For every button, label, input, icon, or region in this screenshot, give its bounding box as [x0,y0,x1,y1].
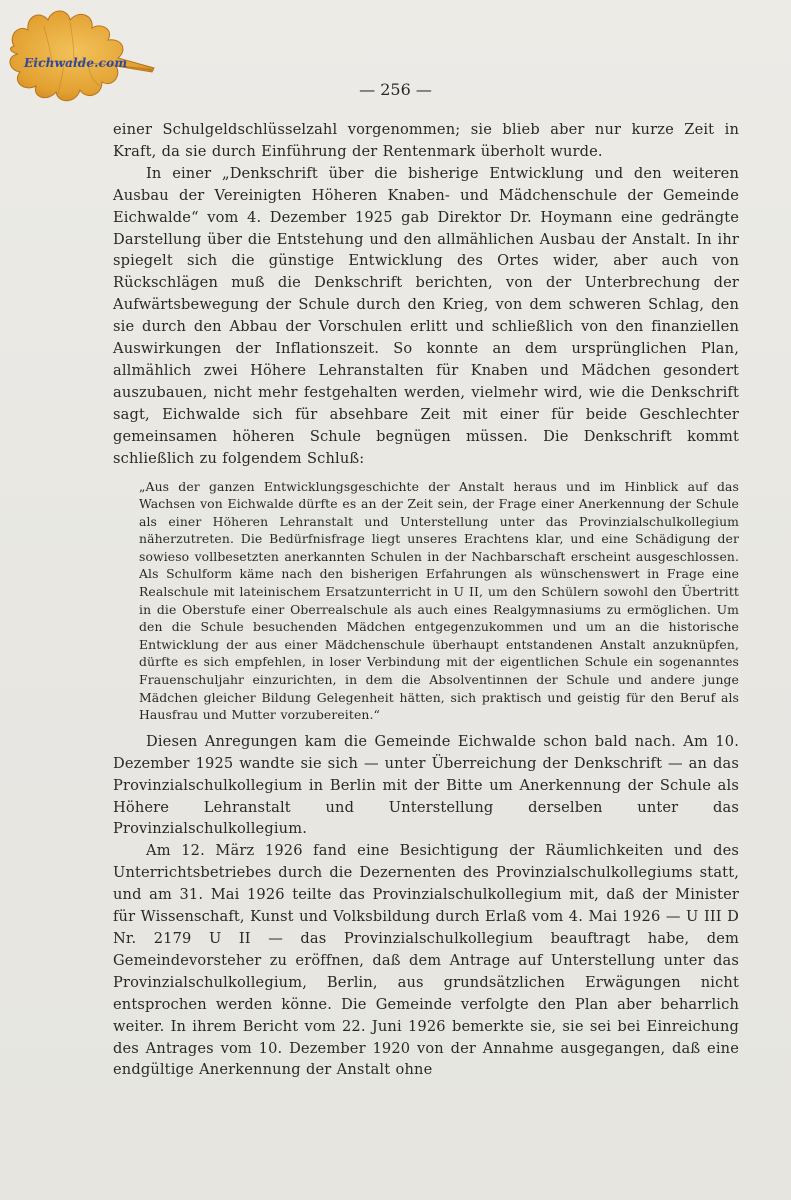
paragraph: In einer „Denkschrift über die bisherige Entwicklung und den weiteren Ausbau der Vereinigten Höheren Knaben- und Mädchenschule der Gemeinde Eichwalde“ vom 4. Dezember 1925 gab Direktor Dr. Hoymann eine gedrängte Darstellung über die Entstehung und den allmählichen Ausbau der Anstalt. In ihr spiegelt sich die günstige Entwicklung des Ortes wider, aber auch von Rückschlägen muß die Denkschrift berichten, von der Unterbrechung der Aufwärtsbewegung der Schule durch den Krieg, von dem schweren Schlag, den sie durch den Abbau der Vorschulen erlitt und schließlich von den finanziellen Auswirkungen der Inflationszeit. So konnte an dem ursprünglichen Plan, allmählich zwei Höhere Lehranstalten für Knaben und Mädchen gesondert auszubauen, nicht mehr festgehalten werden, vielmehr wird, wie die Denkschrift sagt, Eichwalde sich für absehbare Zeit mit einer für beide Geschlechter gemeinsamen höheren Schule begnügen müssen. Die Denkschrift kommt schließlich zu folgendem Schluß: [113,164,739,467]
paragraph: einer Schulgeldschlüsselzahl vorgenommen; sie blieb aber nur kurze Zeit in Kraft, da sie durch Einführung der Rentenmark überholt wurde. [113,121,739,160]
block-quote: „Aus der ganzen Entwicklungsgeschichte der Anstalt heraus und im Hinblick auf das Wachsen von Eichwalde dürfte es an der Zeit sein, der Frage einer Anerkennung der Schule als einer Höheren Lehranstalt und Unterstellung unter das Provinzialschulkollegium näherzutreten. Die Bedürfnisfrage liegt unseres Erachtens klar, und eine Schädigung der sowieso vollbesetzten anerkannten Schulen in der Nachbarschaft erscheint ausgeschlossen. Als Schulform käme nach den bisherigen Erfahrungen als wünschenswert in Frage eine Realschule mit lateinischem Ersatzunterricht in U II, um den Schülern sowohl den Übertritt in die Oberstufe einer Oberrealschule als auch eines Realgymnasiums zu ermöglichen. Um den die Schule besuchenden Mädchen entgegenzukommen und um an die historische Entwicklung der aus einer Mädchenschule überhaupt entstandenen Anstalt anzuknüpfen, dürfte es sich empfehlen, in loser Verbindung mit der eigentlichen Schule ein sogenanntes Frauenschuljahr einzurichten, in dem die Absolventinnen der Schule und andere junge Mädchen gleicher Bildung Gelegenheit hätten, sich praktisch und geistig für den Beruf als Hausfrau und Mutter vorzubereiten.“ [139,478,739,723]
paragraph: Diesen Anregungen kam die Gemeinde Eichwalde schon bald nach. Am 10. Dezember 1925 wandte sie sich — unter Überreichung der Denkschrift — an das Provinzialschulkollegium in Berlin mit der Bitte um Anerkennung der Schule als Höhere Lehranstalt und Unterstellung derselben unter das Provinzialschulkollegium. [113,732,739,838]
body-text [113,119,739,1081]
paragraph: Am 12. März 1926 fand eine Besichtigung der Räumlichkeiten und des Unterrichtsbetriebes durch die Dezernenten des Provinzialschulkollegiums statt, und am 31. Mai 1926 teilte das Provinzialschulkollegium mit, daß der Minister für Wissenschaft, Kunst und Volksbildung durch Erlaß vom 4. Mai 1926 — U III D Nr. 2179 U II — das Provinzialschulkollegium beauftragt habe, dem Gemeindevorsteher zu eröffnen, daß dem Antrage auf Unterstellung unter das Provinzialschulkollegium, Berlin, aus grundsätzlichen Erwägungen nicht entsprochen werden könne. Die Gemeinde verfolgte den Plan aber beharrlich weiter. In ihrem Bericht vom 22. Juni 1926 bemerkte sie, sie sei bei Einreichung des Antrages vom 10. Dezember 1920 von der Annahme ausgegangen, daß eine endgültige Anerkennung der Anstalt ohne [113,842,739,1079]
page-number: — 256 — [359,80,432,99]
logo-text: Eichwalde.com [24,56,128,70]
